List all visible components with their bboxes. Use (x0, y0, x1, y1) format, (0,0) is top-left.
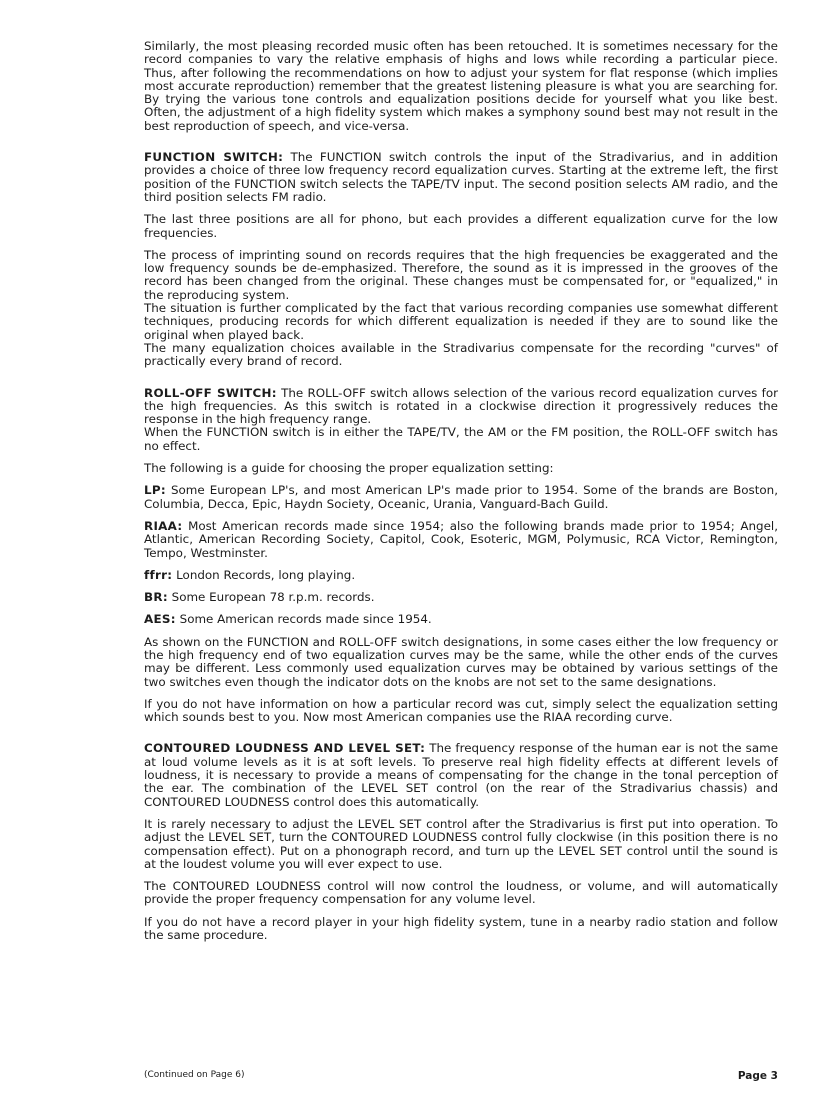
guide-text: Some European LP's, and most American LP's made prior to 1954. Some of the brands are Boston, Columbia, Decca, Epic, Haydn Society, Oceanic, Urania, Vanguard-Bach Guild. (144, 483, 779, 511)
function-switch-paragraph (144, 151, 778, 204)
guide-term: LP: (144, 483, 166, 498)
equalization-process: The process of imprinting sound on records requires that the high frequencies be exaggerated and the low frequency sounds be de-emphasized. Therefore, the sound as it is impressed in the grooves of the record has been changed from the original. These changes must be compensated for, or "equalized," in the reproducing system. (144, 247, 778, 302)
designations-paragraph: As shown on the FUNCTION and ROLL-OFF switch designations, in some cases either the low frequency or the high frequency end of two equalization curves may be the same, while the other ends of the curves may be different. Less commonly used equalization curves may be obtained by various settings of the two switches even though the indicator dots on the knobs are not set to the same designations. (144, 634, 778, 689)
loudness-heading: CONTOURED LOUDNESS AND LEVEL SET: (144, 741, 426, 756)
function-switch-text: The FUNCTION switch controls the input of the Stradivarius, and in addition provides a choice of three low frequency record equalization curves. Starting at the extreme left, the first position of the FUNCTION switch selects the TAPE/TV input. The second position selects AM radio, and the third position selects FM radio. (144, 150, 779, 204)
guide-term: ffrr: (144, 567, 173, 582)
no-record-player-paragraph: If you do not have a record player in your high fidelity system, tune in a nearby radio station and follow the same procedure. (144, 914, 778, 943)
guide-text: Some American records made since 1954. (179, 612, 432, 627)
no-information-paragraph: If you do not have information on how a particular record was cut, simply select the equalization setting which sounds best to you. Now most American companies use the RIAA recording curve. (144, 696, 778, 725)
guide-intro: The following is a guide for choosing the proper equalization setting: (144, 461, 554, 476)
loudness-control-paragraph: The CONTOURED LOUDNESS control will now control the loudness, or volume, and will automatically provide the proper frequency compensation for any volume level. (144, 879, 778, 907)
guide-item-lp (144, 484, 778, 511)
loudness-text: The frequency response of the human ear is not the same at loud volume levels as it is at soft levels. To preserve real high fidelity effects at different levels of loudness, it is necessary to provide a means of compensating for the change in the tonal perception of the ear. The combination of the LEVEL SET control (on the rear of the Stradivarius chassis) and CONTOURED LOUDNESS control does this automatically. (144, 741, 779, 809)
function-switch-heading: FUNCTION SWITCH: (144, 150, 284, 165)
page-body (144, 40, 778, 951)
rolloff-switch-heading: ROLL-OFF SWITCH: (144, 385, 277, 400)
guide-item-ffrr (144, 569, 778, 582)
intro-paragraph: Similarly, the most pleasing recorded music often has been retouched. It is sometimes necessary for the record companies to vary the relative emphasis of highs and lows while recording a particular piece. Thus, after following the recommendations on how to adjust your system for flat response (which implies most accurate reproduction) remember that the greatest listening pleasure is what you are searching for. By trying the various tone controls and equalization positions decide for yourself what you like best. Often, the adjustment of a high fidelity system which makes a symphony sound best may not result in the best reproduction of speech, and vice-versa. (144, 39, 778, 133)
guide-term: AES: (144, 612, 176, 627)
continued-note: (Continued on Page 6) (144, 1070, 245, 1080)
guide-item-riaa (144, 520, 778, 560)
level-set-paragraph: It is rarely necessary to adjust the LEVEL SET control after the Stradivarius is first put into operation. To adjust the LEVEL SET, turn the CONTOURED LOUDNESS control fully clockwise (in this position there is no compensation effect). Put on a phonograph record, and turn up the LEVEL SET control until the sound is at the loudest volume you will ever expect to use. (144, 816, 778, 871)
equalization-situation: The situation is further complicated by the fact that various recording companies use somewhat different techniques, producing records for which different equalization is needed if they are to sound like the original when played back. (144, 301, 778, 342)
function-switch-phono: The last three positions are all for phono, but each provides a different equalization curve for the low frequencies. (144, 212, 778, 240)
loudness-paragraph (144, 742, 778, 808)
rolloff-switch-paragraph (144, 387, 778, 427)
rolloff-switch-text: The ROLL-OFF switch allows selection of the various record equalization curves for the high frequencies. As this switch is rotated in a clockwise direction it progressively reduces the response in the high frequency range. (144, 385, 778, 427)
guide-term: RIAA: (144, 518, 183, 533)
guide-term: BR: (144, 590, 168, 605)
page-number: Page 3 (737, 1070, 778, 1082)
page-footer (144, 1070, 778, 1082)
guide-item-aes (144, 613, 778, 626)
equalization-choices: The many equalization choices available in the Stradivarius compensate for the recording "curves" of practically every brand of record. (144, 340, 778, 369)
guide-text: Most American records made since 1954; also the following brands made prior to 1954; Angel, Atlantic, American Recording Society, Capitol, Cook, Esoteric, MGM, Polymusic, RCA Victor, Remington, Tempo, Westminster. (144, 518, 778, 560)
guide-text: London Records, long playing. (176, 567, 356, 582)
guide-text: Some European 78 r.p.m. records. (171, 590, 375, 605)
guide-item-br (144, 591, 778, 604)
rolloff-no-effect: When the FUNCTION switch is in either the TAPE/TV, the AM or the FM position, the ROLL-OFF switch has no effect. (144, 425, 778, 453)
